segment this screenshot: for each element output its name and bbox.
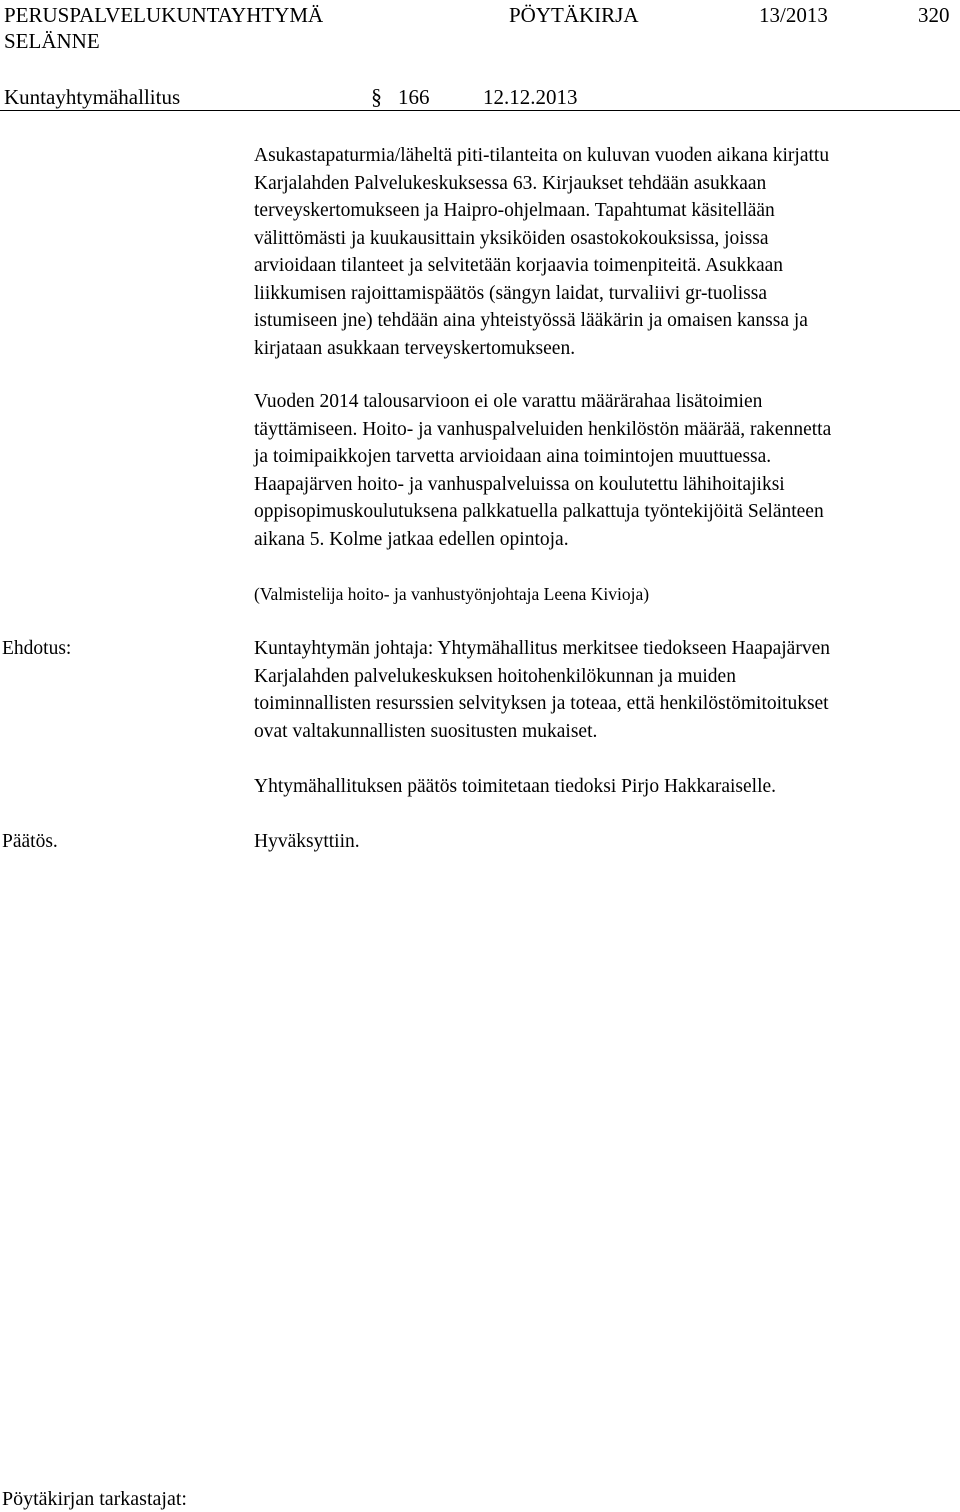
- text-line: istumiseen jne) tehdään aina yhteistyössä lääkärin ja omaisen kanssa ja: [254, 310, 808, 331]
- text-line: arvioidaan tilanteet ja selvitetään korjaavia toimenpiteitä. Asukkaan: [254, 255, 784, 276]
- text-line: ovat valtakunnallisten suositusten mukaiset.: [254, 720, 598, 742]
- text-line: Haapajärven hoito- ja vanhuspalveluissa on koulutettu lähihoitajiksi: [254, 473, 785, 495]
- page-number: 320: [918, 3, 950, 27]
- proposal-text: [254, 635, 954, 745]
- organization-name-line2: SELÄNNE: [4, 29, 100, 53]
- text-line: oppisopimuskoulutuksena palkkatuella palkattuja työntekijöitä Selänteen: [254, 501, 824, 522]
- paragraph-budget: [254, 388, 954, 553]
- text-line: Kuntayhtymän johtaja: Yhtymähallitus merkitsee tiedokseen Haapajärven: [254, 638, 830, 659]
- text-line: terveyskertomukseen ja Haipro-ohjelmaan. Tapahtumat käsitellään: [254, 200, 775, 221]
- text-line: ja toimipaikkojen tarvetta arvioidaan aina toimintojen muuttuessa.: [254, 446, 772, 467]
- body-name: Kuntayhtymähallitus: [4, 85, 181, 109]
- header-divider: [0, 110, 960, 111]
- proposal-notice: Yhtymähallituksen päätös toimitetaan tiedoksi Pirjo Hakkaraiselle.: [254, 776, 777, 797]
- document-type: PÖYTÄKIRJA: [509, 3, 639, 27]
- text-line: Vuoden 2014 talousarvioon ei ole varattu määrärahaa lisätoimien: [254, 391, 763, 412]
- text-line: liikkumisen rajoittamispäätös (sängyn laidat, turvaliivi gr-tuolissa: [254, 282, 768, 304]
- text-line: kirjataan asukkaan terveyskertomukseen.: [254, 337, 576, 359]
- decision-label: Päätös.: [2, 831, 58, 852]
- document-number: 13/2013: [759, 3, 828, 27]
- paragraph-incidents: [254, 142, 954, 362]
- section-number: 166: [398, 85, 430, 109]
- section-sign-icon: §: [371, 84, 382, 109]
- text-line: toiminnallisten resurssien selvityksen ja toteaa, että henkilöstömitoitukset: [254, 693, 829, 714]
- text-line: Asukastapaturmia/läheltä piti-tilanteita on kuluvan vuoden aikana kirjattu: [254, 145, 830, 166]
- proposal-label: Ehdotus:: [2, 638, 72, 659]
- decision-text: Hyväksyttiin.: [254, 831, 360, 852]
- organization-name-line1: PERUSPALVELUKUNTAYHTYMÄ: [4, 3, 324, 27]
- text-line: täyttämiseen. Hoito- ja vanhuspalveluiden henkilöstön määrää, rakennetta: [254, 418, 832, 440]
- preparer-note: (Valmistelija hoito- ja vanhustyönjohtaja Leena Kivioja): [254, 584, 650, 604]
- text-line: välittömästi ja kuukausittain yksiköiden osastokokouksissa, joissa: [254, 227, 769, 249]
- text-line: aikana 5. Kolme jatkaa edellen opintoja.: [254, 528, 569, 550]
- text-line: Karjalahden Palvelukeskuksessa 63. Kirjaukset tehdään asukkaan: [254, 172, 767, 194]
- minutes-reviewers-label: Pöytäkirjan tarkastajat:: [2, 1488, 187, 1510]
- text-line: Karjalahden palvelukeskuksen hoitohenkilökunnan ja muiden: [254, 665, 736, 687]
- meeting-date: 12.12.2013: [483, 85, 578, 109]
